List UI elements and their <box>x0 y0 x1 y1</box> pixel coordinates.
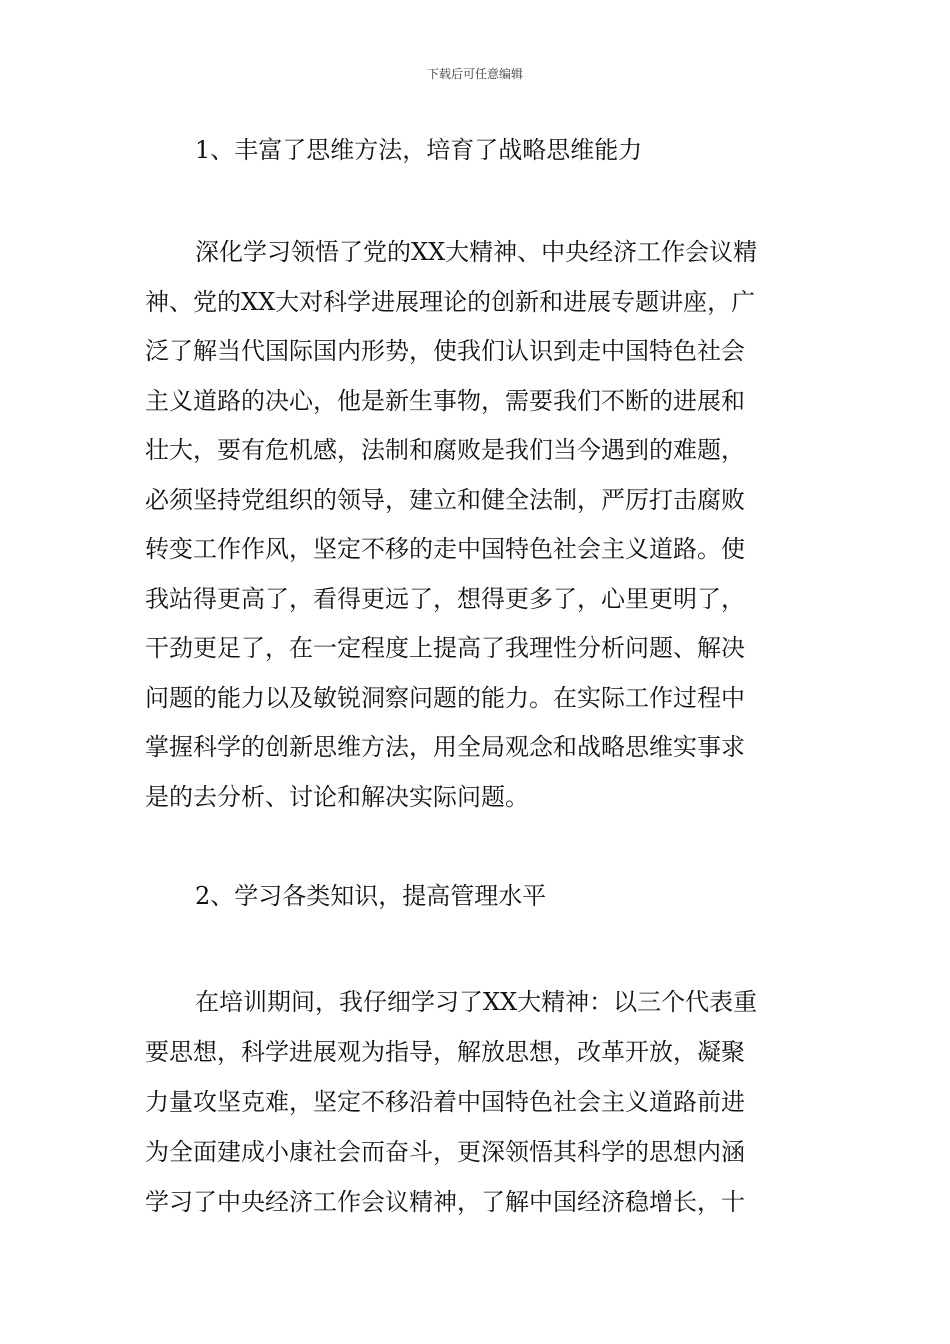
paragraph-line: 在培训期间，我仔细学习了XX大精神：以三个代表重 <box>195 988 758 1016</box>
paragraph-line: 主义道路的决心，他是新生事物，需要我们不断的进展和 <box>145 386 745 415</box>
paragraph-line: 我站得更高了，看得更远了，想得更多了，心里更明了， <box>145 584 745 613</box>
paragraph-line: 转变工作作风，坚定不移的走中国特色社会主义道路。使 <box>145 535 745 563</box>
page-header: 下载后可任意编辑 <box>426 67 523 81</box>
paragraph-line: 掌握科学的创新思维方法，用全局观念和战略思维实事求 <box>145 733 745 761</box>
body-paragraph <box>145 228 825 822</box>
paragraph-line: 力量攻坚克难，坚定不移沿着中国特色社会主义道路前进 <box>145 1088 745 1116</box>
paragraph-line: 学习了中央经济工作会议精神，了解中国经济稳增长，十 <box>145 1188 745 1216</box>
section-heading: 2、学习各类知识，提高管理水平 <box>195 882 547 910</box>
paragraph-line: 必须坚持党组织的领导，建立和健全法制，严厉打击腐败 <box>145 485 745 514</box>
section-heading: 1、丰富了思维方法，培育了战略思维能力 <box>195 136 643 164</box>
paragraph-line: 要思想，科学进展观为指导，解放思想，改革开放，凝聚 <box>145 1038 745 1066</box>
paragraph-line: 神、党的XX大对科学进展理论的创新和进展专题讲座，广 <box>145 287 756 316</box>
paragraph-line: 泛了解当代国际国内形势，使我们认识到走中国特色社会 <box>145 337 745 365</box>
paragraph-line: 壮大，要有危机感，法制和腐败是我们当今遇到的难题， <box>145 436 745 464</box>
paragraph-line: 为全面建成小康社会而奋斗，更深领悟其科学的思想内涵 <box>145 1138 745 1166</box>
paragraph-line: 是的去分析、讨论和解决实际问题。 <box>145 782 529 811</box>
paragraph-line: 问题的能力以及敏锐洞察问题的能力。在实际工作过程中 <box>145 683 745 712</box>
body-paragraph <box>145 977 825 1227</box>
paragraph-line: 干劲更足了，在一定程度上提高了我理性分析问题、解决 <box>145 634 745 662</box>
paragraph-line: 深化学习领悟了党的XX大精神、中央经济工作会议精 <box>195 238 758 266</box>
